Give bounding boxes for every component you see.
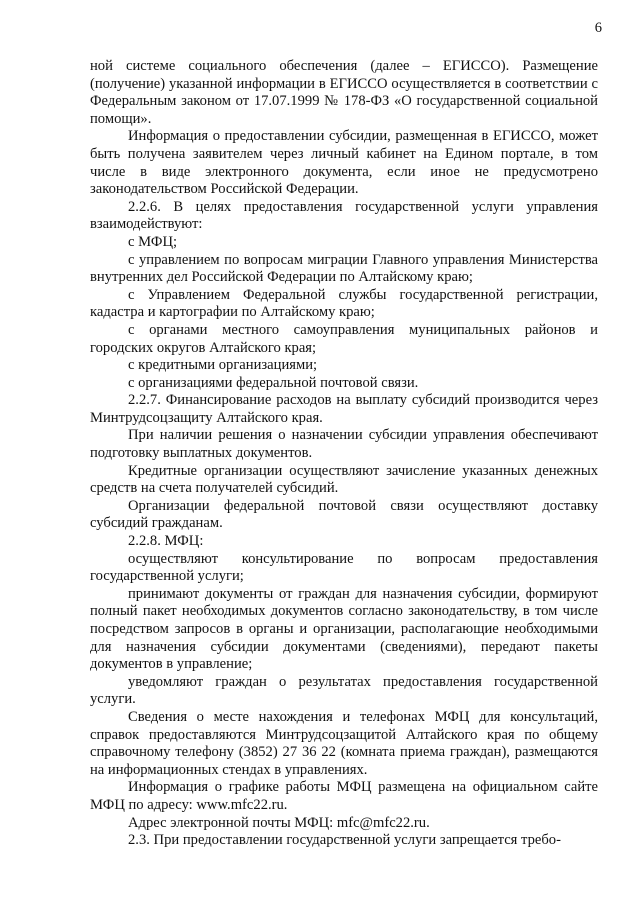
paragraph-egisso-continued: ной системе социального обеспечения (далее – ЕГИССО). Размещение (получение) указанной информации в ЕГИССО осуществляется в соответствии с Федеральным законом от 17.07.1999 № 178-ФЗ «О государственной социальной помощи». <box>90 58 598 127</box>
paragraph-mfc-schedule: Информация о графике работы МФЦ размещена на официальном сайте МФЦ по адресу: www.mfc22.ru. <box>90 779 598 813</box>
document-body <box>90 58 598 850</box>
list-item-migration: с управлением по вопросам миграции Главного управления Министерства внутренних дел Российской Федерации по Алтайскому краю; <box>90 251 598 286</box>
paragraph-2-3: 2.3. При предоставлении государственной услуги запрещается требо- <box>128 832 561 849</box>
paragraph-mfc-email: Адрес электронной почты МФЦ: mfc@mfc22.ru. <box>128 814 430 831</box>
list-item-postal: с организациями федеральной почтовой связи. <box>128 374 419 391</box>
paragraph-egisso-access: Информация о предоставлении субсидии, размещенная в ЕГИССО, может быть получена заявителем через личный кабинет на Едином портале, в том числе в виде электронного документа, если иное не предусмотрено законодательством Российской Федерации. <box>90 128 598 198</box>
list-item-mfc: с МФЦ; <box>128 233 178 250</box>
paragraph-postal-orgs: Организации федеральной почтовой связи осуществляют доставку субсидий гражданам. <box>90 497 598 532</box>
list-item-local-government: с органами местного самоуправления муниципальных районов и городских округов Алтайского края; <box>90 321 598 356</box>
list-item-accept-docs: принимают документы от граждан для назначения субсидии, формируют полный пакет необходимых документов согласно законодательству, в том числе посредством запросов в органы и организации, располагающие необходимыми для назначения субсидии документами (сведениями), передают пакеты документов в управление; <box>90 585 598 673</box>
page-number: 6 <box>594 20 602 36</box>
list-item-notify: уведомляют граждан о результатах предоставления государственной услуги. <box>90 673 598 708</box>
list-item-credit: с кредитными организациями; <box>128 357 318 374</box>
list-item-registration: с Управлением Федеральной службы государственной регистрации, кадастра и картографии по Алтайскому краю; <box>90 286 598 321</box>
paragraph-2-2-6: 2.2.6. В целях предоставления государственной услуги управления взаимодействуют: <box>90 198 598 233</box>
paragraph-2-2-8: 2.2.8. МФЦ: <box>128 533 204 550</box>
paragraph-2-2-7: 2.2.7. Финансирование расходов на выплату субсидий производится через Минтрудсоцзащиту Алтайского края. <box>90 392 598 426</box>
list-item-consult: осуществляют консультирование по вопросам предоставления государственной услуги; <box>90 550 598 585</box>
paragraph-payment-docs: При наличии решения о назначении субсидии управления обеспечивают подготовку выплатных документов. <box>90 427 598 462</box>
paragraph-credit-orgs: Кредитные организации осуществляют зачисление указанных денежных средств на счета получателей субсидий. <box>90 462 598 497</box>
paragraph-mfc-contacts: Сведения о месте нахождения и телефонах МФЦ для консультаций, справок предоставляются Минтрудсоцзащитой Алтайского края по общему справочному телефону (3852) 27 36 22 (комната приема граждан), размещаются на информационных стендах в управлениях. <box>90 708 598 778</box>
